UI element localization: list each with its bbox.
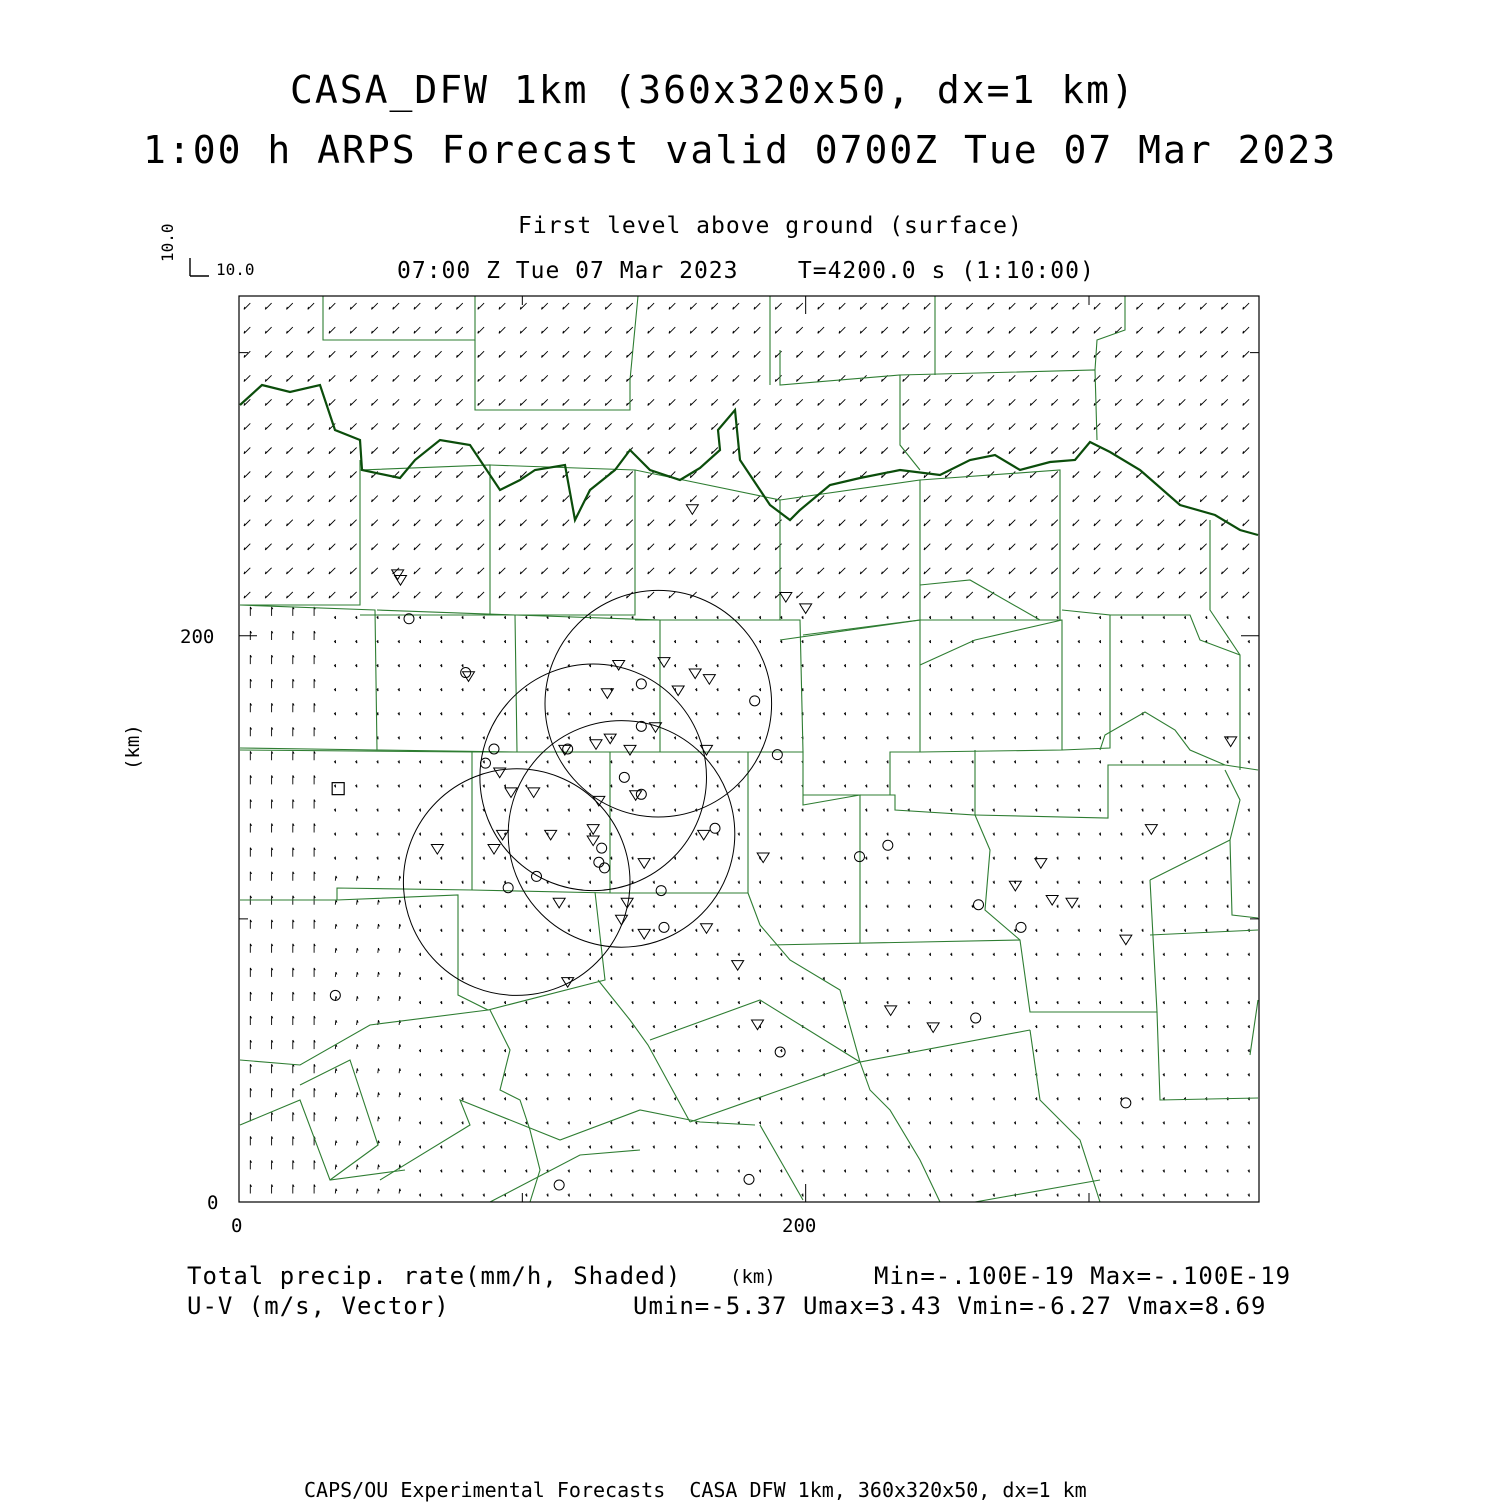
station-triangle-marker bbox=[689, 669, 701, 679]
station-triangle-marker bbox=[624, 745, 636, 755]
station-triangle-marker bbox=[732, 961, 744, 971]
county-line bbox=[690, 1062, 860, 1122]
county-line bbox=[240, 1010, 488, 1065]
field2-label: U-V (m/s, Vector) bbox=[187, 1292, 450, 1320]
station-triangle-marker bbox=[686, 505, 698, 515]
station-triangle-marker bbox=[672, 686, 684, 696]
station-circle-marker bbox=[750, 696, 760, 706]
county-line bbox=[760, 1125, 803, 1200]
station-circle-marker bbox=[775, 1047, 785, 1057]
vector-scale-v-label: 10.0 bbox=[158, 223, 177, 262]
x-tick-0: 0 bbox=[231, 1215, 243, 1237]
county-line bbox=[515, 615, 660, 752]
y-axis-label: (km) bbox=[122, 724, 144, 770]
county-line bbox=[650, 1000, 1030, 1062]
field1-label: Total precip. rate(mm/h, Shaded) bbox=[187, 1262, 682, 1290]
station-triangle-marker bbox=[1120, 935, 1132, 945]
county-line bbox=[920, 620, 1062, 665]
county-line bbox=[748, 752, 860, 943]
station-triangle-marker bbox=[488, 844, 500, 854]
station-circle-marker bbox=[744, 1174, 754, 1184]
county-line bbox=[1150, 930, 1258, 935]
station-triangle-marker bbox=[1066, 898, 1078, 908]
radar-range-ring bbox=[403, 769, 630, 996]
station-triangle-marker bbox=[587, 836, 599, 846]
station-triangle-marker bbox=[392, 570, 404, 580]
county-line bbox=[1150, 840, 1230, 880]
station-circle-marker bbox=[1121, 1098, 1131, 1108]
radar-range-ring bbox=[545, 590, 772, 817]
station-circle-marker bbox=[1016, 922, 1026, 932]
county-line bbox=[920, 620, 1062, 752]
county-line bbox=[1095, 296, 1125, 370]
station-triangle-marker bbox=[616, 915, 628, 925]
station-triangle-marker bbox=[800, 604, 812, 614]
county-line bbox=[490, 465, 635, 615]
station-triangle-marker bbox=[528, 788, 540, 798]
y-tick-0: 0 bbox=[207, 1192, 219, 1214]
title-line-2: 1:00 h ARPS Forecast valid 0700Z Tue 07 Mar 2023 bbox=[143, 128, 1338, 172]
station-circle-marker bbox=[481, 758, 491, 768]
station-triangle-marker bbox=[1225, 737, 1237, 747]
station-triangle-marker bbox=[613, 660, 625, 670]
y-tick-200: 200 bbox=[180, 626, 215, 648]
field1-stats: Min=-.100E-19 Max=-.100E-19 bbox=[874, 1262, 1292, 1290]
county-line bbox=[1157, 1012, 1258, 1100]
county-line bbox=[860, 1062, 940, 1202]
county-line bbox=[610, 752, 748, 893]
county-line bbox=[300, 1060, 378, 1180]
station-circle-marker bbox=[883, 840, 893, 850]
county-line bbox=[240, 750, 472, 900]
station-circle-marker bbox=[594, 857, 604, 867]
station-circle-marker bbox=[636, 679, 646, 689]
county-line bbox=[360, 465, 490, 615]
county-line bbox=[1225, 770, 1258, 918]
station-circle-marker bbox=[600, 863, 610, 873]
county-line bbox=[770, 880, 1157, 1012]
station-triangle-marker bbox=[752, 1020, 764, 1030]
station-triangle-marker bbox=[703, 675, 715, 685]
station-triangle-marker bbox=[701, 924, 713, 934]
credit-line: CAPS/OU Experimental Forecasts CASA DFW 1km, 360x320x50, dx=1 km bbox=[304, 1478, 1087, 1502]
station-triangle-marker bbox=[698, 830, 710, 840]
station-triangle-marker bbox=[1046, 895, 1058, 905]
county-line bbox=[475, 296, 638, 410]
station-triangle-marker bbox=[587, 825, 599, 835]
county-line bbox=[748, 893, 860, 1062]
station-triangle-marker bbox=[431, 844, 443, 854]
county-line bbox=[975, 815, 1020, 940]
county-line bbox=[472, 752, 610, 893]
county-line bbox=[780, 480, 920, 640]
station-triangle-marker bbox=[638, 929, 650, 939]
county-line bbox=[1110, 615, 1240, 770]
station-circle-marker bbox=[656, 886, 666, 896]
station-triangle-marker bbox=[1145, 825, 1157, 835]
x-axis-label: (km) bbox=[730, 1266, 776, 1288]
radar-range-ring bbox=[508, 721, 735, 948]
county-line bbox=[1250, 1000, 1258, 1055]
radar-range-ring bbox=[480, 664, 707, 891]
station-square-marker bbox=[332, 783, 344, 795]
station-circle-marker bbox=[619, 772, 629, 782]
field2-stats: Umin=-5.37 Umax=3.43 Vmin=-6.27 Vmax=8.69 bbox=[633, 1292, 1267, 1320]
county-line bbox=[240, 460, 360, 605]
county-line bbox=[635, 470, 780, 620]
station-triangle-marker bbox=[545, 830, 557, 840]
station-circle-marker bbox=[974, 900, 984, 910]
county-line bbox=[337, 892, 605, 1010]
station-circle-marker bbox=[971, 1013, 981, 1023]
station-triangle-marker bbox=[553, 898, 565, 908]
title-line-1: CASA_DFW 1km (360x320x50, dx=1 km) bbox=[290, 68, 1136, 112]
subtitle-time: 07:00 Z Tue 07 Mar 2023 T=4200.0 s (1:10:00) bbox=[397, 258, 1095, 284]
county-line bbox=[490, 1010, 540, 1202]
county-line bbox=[1030, 1030, 1100, 1202]
station-triangle-marker bbox=[590, 740, 602, 750]
county-line bbox=[975, 1180, 1100, 1202]
county-line bbox=[377, 610, 517, 752]
county-line bbox=[240, 1100, 405, 1180]
axis-ticks bbox=[239, 296, 1259, 1202]
county-line bbox=[860, 750, 975, 815]
station-circle-marker bbox=[597, 843, 607, 853]
county-line bbox=[490, 1150, 640, 1202]
county-line bbox=[920, 470, 1060, 620]
county-line bbox=[803, 620, 920, 795]
vector-scale-u-label: 10.0 bbox=[216, 260, 255, 279]
station-circle-marker bbox=[710, 823, 720, 833]
county-line bbox=[1225, 765, 1258, 770]
station-triangle-marker bbox=[885, 1006, 897, 1016]
state-border bbox=[240, 385, 1258, 535]
station-circle-marker bbox=[772, 750, 782, 760]
county-line bbox=[900, 370, 1097, 440]
station-triangle-marker bbox=[927, 1023, 939, 1033]
x-tick-200: 200 bbox=[782, 1215, 817, 1237]
station-triangle-marker bbox=[780, 593, 792, 603]
county-line bbox=[1062, 610, 1110, 750]
station-triangle-marker bbox=[1035, 859, 1047, 869]
plot-frame bbox=[239, 296, 1259, 1202]
station-triangle-marker bbox=[638, 859, 650, 869]
county-line bbox=[380, 1100, 755, 1180]
county-line bbox=[1210, 520, 1240, 655]
county-line bbox=[323, 296, 475, 340]
station-circle-marker bbox=[554, 1180, 564, 1190]
county-line bbox=[920, 580, 1040, 620]
subtitle-level: First level above ground (surface) bbox=[518, 213, 1023, 239]
county-line bbox=[780, 350, 920, 470]
station-circle-marker bbox=[532, 871, 542, 881]
station-circle-marker bbox=[659, 922, 669, 932]
station-triangle-marker bbox=[604, 734, 616, 744]
county-line bbox=[240, 605, 377, 750]
